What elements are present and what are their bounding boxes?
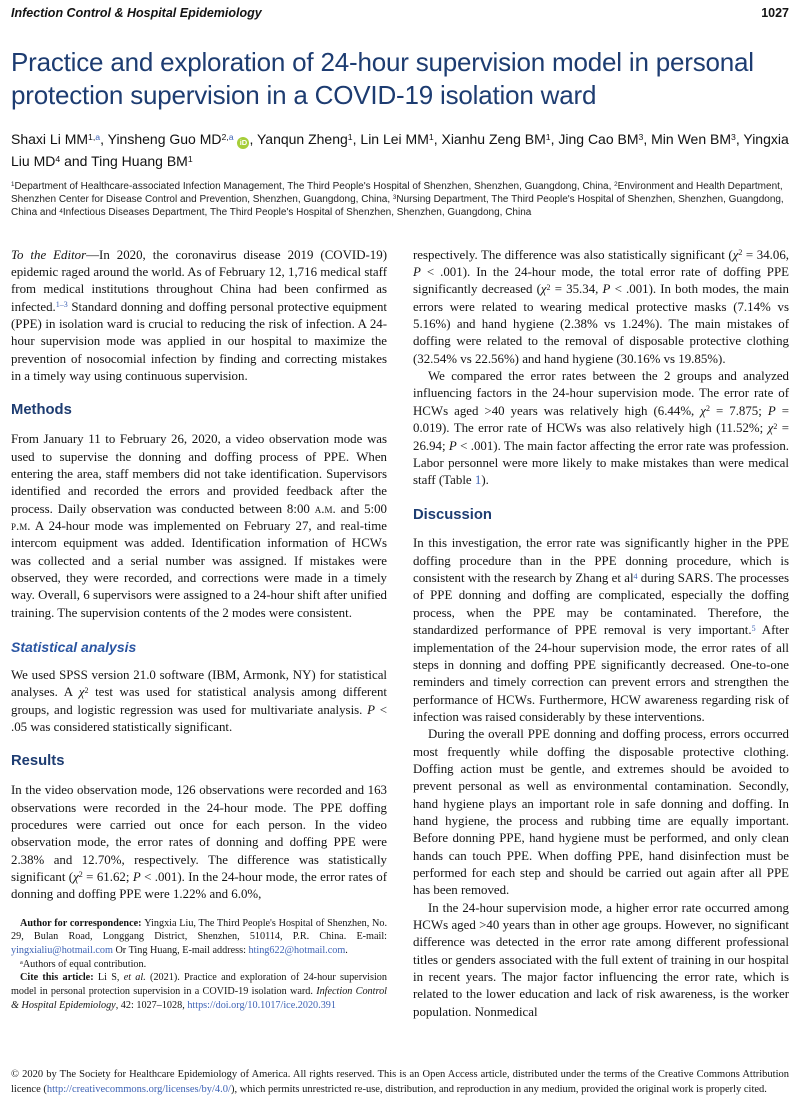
reference-link-1-3[interactable]: 1–3: [55, 300, 68, 310]
table-1-link[interactable]: 1: [474, 473, 482, 488]
doi-link[interactable]: https://doi.org/10.1017/ice.2020.391: [187, 999, 336, 1011]
discussion-paragraph-2: During the overall PPE donning and doffing process, errors occurred most frequently while doffing the disposable protective clothing. Doffing action must be gentle, and extremes should be avoided to prevent personal as well as environmental contamination. Secondly, hand hygiene plays an important role in safe donning and doffing. In hand hygiene, the process and rubbing time are equally important. Before donning PPE, hand hygiene must be performed, and only clean hands can touch PPE. When doffing PPE, hand disinfection must be performed for each step and should be carried out again after all PPE has been removed.: [413, 727, 789, 898]
discussion-heading: Discussion: [413, 506, 492, 523]
email-link-hting622[interactable]: hting622@hotmail.com: [248, 945, 346, 956]
citation-note: Cite this article: Li S, et al. (2021). Practice and exploration of 24-hour supervision model in personal protection supervision in a COVID-19 isolation ward. Infection Control & Hospital Epidemiology, 42: 1027–1028, https://doi.org/10.1017/ice.2020.391: [11, 972, 387, 1011]
orcid-icon[interactable]: iD: [237, 137, 249, 149]
page-number: 1027: [761, 6, 789, 20]
methods-heading: Methods: [11, 402, 72, 419]
equal-contribution-marker[interactable]: a: [95, 131, 101, 142]
methods-paragraph: From January 11 to February 26, 2020, a video observation mode was used to supervise the donning and doffing process of PPE. When entering the area, staff members did not take identification. Supervisors identified and recorded the errors and provided feedback after the process. Daily observation was conducted between 8:00 a.m. and 5:00 p.m. A 24-hour mode was implemented on February 27, and real-time intercom equipment was added. Identification information of HCWs was collected and a serial number was assigned. If mistakes were observed, they were recorded, and corrections were made in a timely way. Overall, 6 supervisors were assigned to a 24-hour shift after unified training. The supervision contents of the 2 modes were consistent.: [11, 432, 387, 620]
statistical-analysis-heading: Statistical analysis: [11, 639, 137, 656]
equal-contribution-marker[interactable]: a: [228, 131, 234, 142]
email-link-yingxialiu[interactable]: yingxialiu@hotmail.com: [11, 945, 113, 956]
author-list: Shaxi Li MM$^{1,a}$, Yinsheng Guo MD$^{2,a}$ iD , Yanqun Zheng$^1$, Lin Lei $MM^1$, Xianhu Zeng $BM^1$, Jing Cao $BM^3$, Min Wen $BM^3$, Yingxia Liu $MD^4$ and Ting Huang $BM^1$: [11, 130, 789, 170]
reference-link-5[interactable]: 5: [751, 623, 756, 633]
copyright-footer: © 2020 by The Society for Healthcare Epidemiology of America. All rights reserved. This is an Open Access article, distributed under the terms of the Creative Commons Attribution licence (http://creativecommons.org/licenses/by/4.0/), which permits unrestricted re-use, distribution, and reproduction in any medium, provided the original work is properly cited.: [11, 1067, 789, 1099]
article-body: [11, 247, 789, 1021]
footnotes-block: [11, 917, 387, 1013]
discussion-paragraph-1: In this investigation, the error rate was significantly higher in the PPE doffing procedure than in the PPE donning procedure, which is consistent with the research by Zhang et $al^4$ during SARS. The processes of PPE donning and doffing are complicated, especially the doffing process, when the PPE may be contaminated. Therefore, the standardized performance of PPE removal is very important.$^5$ After implementation of the 24-hour supervision mode, the error rates of all steps in donning and doffing PPE significantly decreased. One-to-one reminders and timely correction can prevent errors and strengthen the performance of HCWs. Furthermore, HCW awareness regarding risk of infection was raised considerably by these interventions.: [413, 536, 789, 724]
right-column: [413, 247, 789, 1021]
running-head: [11, 6, 789, 20]
results-heading: Results: [11, 753, 65, 770]
results-continued-paragraph: respectively. The difference was also statistically significant ($\chi^2 = 34.06$, P < .001). In the 24-hour mode, the total error rate of doffing PPE significantly decreased ($\chi^2 = 35.34$, P < .001). In both modes, the main errors were related to wearing medical protective masks (7.14% vs 5.16%) and hand hygiene (2.38% vs 1.24%). The main mistakes of doffing were related to the removal of disposable protective clothing (32.54% vs 22.56%) and hand hygiene (30.16% vs 19.85%).: [413, 247, 789, 366]
affiliations: $^1$Department of Healthcare-associated Infection Management, The Third People's Hospital of Shenzhen, Shenzhen, Guangdong, China, $^2$Environment and Health Department, Shenzhen Center for Disease Control and Prevention, Shenzhen, Guangdong, China, $^3$Nursing Department, The Third People's Hospital of Shenzhen, Shenzhen, Guangdong, China and $^4$Infectious Diseases Department, The Third People's Hospital of Shenzhen, Shenzhen, Guangdong, China: [11, 180, 784, 219]
intro-paragraph: To the Editor—In 2020, the coronavirus disease 2019 (COVID-19) epidemic raged around the world. As of February 12, 1,716 medical staff from medical institutions throughout China had been confirmed as infected.$^{1-3}$ Standard donning and doffing personal protective equipment (PPE) in isolation ward is crucial to reducing the risk of infection. A 24-hour supervision mode was applied in our hospital to maximize the prevention of nosocomial infection by finding and correcting mistakes in a timely way using continuous supervision.: [11, 247, 387, 384]
article-title: Practice and exploration of 24-hour supervision model in personal protection supervision in a COVID-19 isolation ward: [11, 47, 754, 110]
statistical-analysis-paragraph: We used SPSS version 21.0 software (IBM, Armonk, NY) for statistical analyses. A $\chi^2$ test was used for statistical analysis among different groups, and logistic regression was used for multivariate analysis. P < .05 was considered statistically significant.: [11, 667, 387, 735]
comparison-paragraph: We compared the error rates between the 2 groups and analyzed influencing factors in the 24-hour supervision mode. The error rate of HCWs aged >40 years was relatively high (6.44%, $\chi^2 = 7.875$; P = 0.019). The error rate of HCWs was also relatively high (11.52%; $\chi^2 = 26.94$; P < .001). The main factor affecting the error rate was profession. Labor personnel were more likely to make mistakes than were medical staff (Table 1).: [413, 369, 789, 488]
equal-contribution-note: $^a$Authors of equal contribution.: [20, 958, 147, 970]
journal-name: Infection Control & Hospital Epidemiology: [11, 6, 262, 20]
reference-link-4[interactable]: 4: [633, 571, 638, 581]
cc-license-link[interactable]: http://creativecommons.org/licenses/by/4.0/: [46, 1084, 231, 1096]
correspondence-note: Author for correspondence: Yingxia Liu, The Third People's Hospital of Shenzhen, No. 29, Bulan Road, Longgang District, Shenzhen, 510114, P.R. China. E-mail: yingxialiu@hotmail.com Or Ting Huang, E-mail address: hting622@hotmail.com.: [11, 917, 387, 956]
discussion-paragraph-3: In the 24-hour supervision mode, a higher error rate occurred among HCWs aged >40 years than in other age groups. However, no significant difference was detected in the error rate among different professional titles or genders associated with the full extent of training in our hospital in recent years. The major factor influencing the error rate, which is related to the lower education and lack of risk awareness, is the worker population. Nonmedical: [413, 900, 789, 1019]
left-column: [11, 247, 387, 1021]
results-paragraph: In the video observation mode, 126 observations were recorded and 163 observations were recorded in the 24-hour mode. The PPE doffing procedures were carried out once for each person. In the video observation mode, the error rates of donning and doffing PPE were 2.38% and 12.70%, respectively. The difference was statistically significant ($\chi^2 = 61.62$; P < .001). In the 24-hour mode, the error rates of donning and doffing PPE were 1.22% and 6.0%,: [11, 783, 387, 902]
